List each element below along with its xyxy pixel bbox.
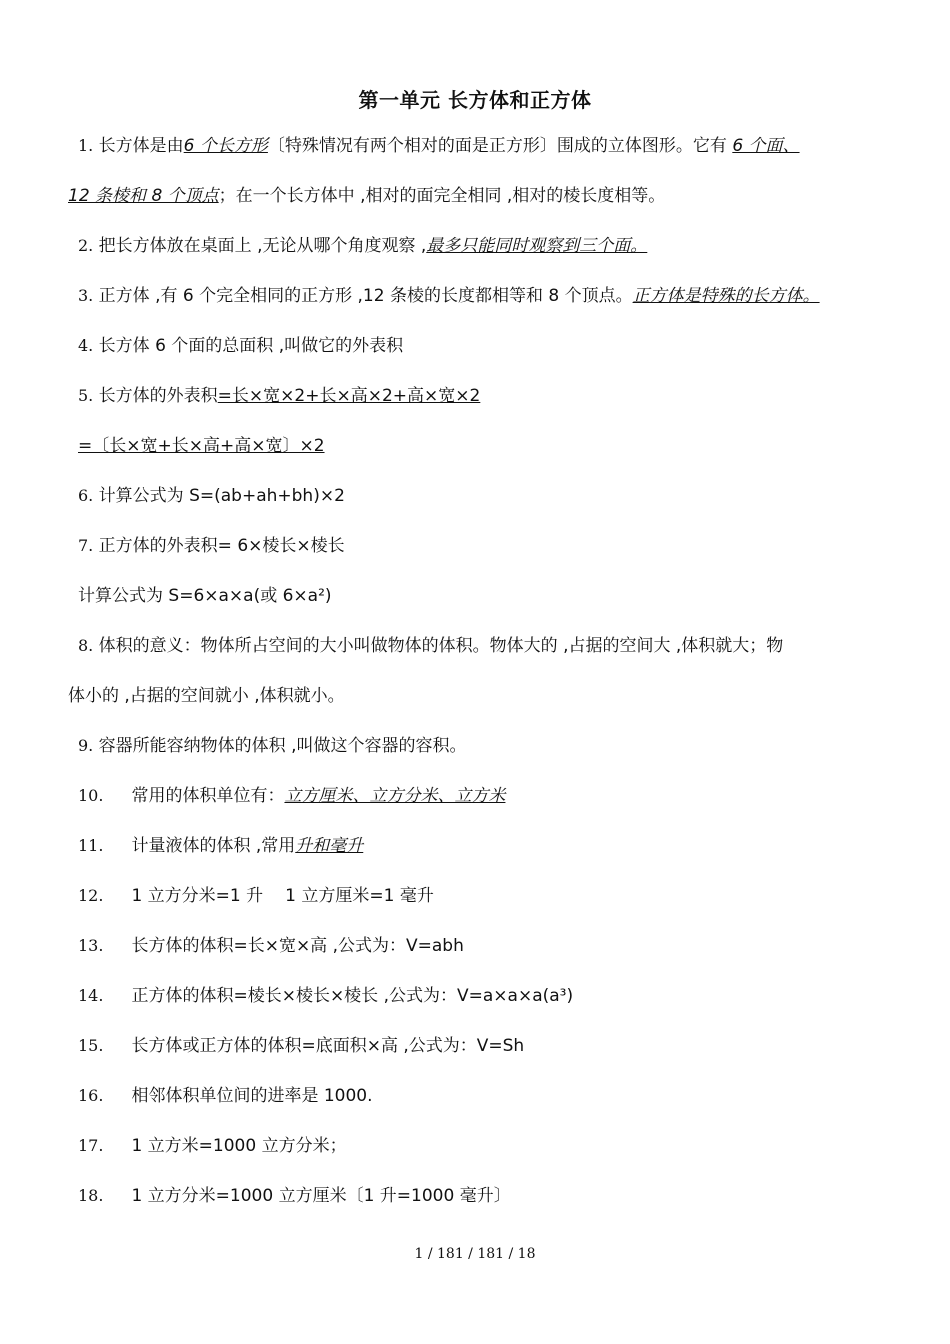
item-text: 体积的意义：物体所占空间的大小叫做物体的体积。物体大的 ,占据的空间大 ,体积就大；物 [98, 636, 784, 656]
item-text: 正方体 ,有 6 个完全相同的正方形 ,12 条棱的长度都相等和 8 个顶点。 [98, 286, 633, 306]
item-text: 计量液体的体积 ,常用 [131, 836, 296, 856]
list-item-7-continued [78, 584, 332, 608]
item-number: 6. [78, 486, 94, 505]
item-emphasis: 12 条棱和 8 个顶点 [68, 186, 219, 206]
item-text: 〔特殊情况有两个相对的面是正方形〕围成的立体图形。它有 [267, 136, 727, 156]
item-text: 长方体 6 个面的总面积 ,叫做它的外表积 [98, 336, 404, 356]
list-item-14 [78, 984, 573, 1008]
list-item-13 [78, 934, 464, 958]
item-text: 1 立方分米=1000 立方厘米〔1 升=1000 毫升〕 [131, 1186, 511, 1206]
item-text: 正方体的体积=棱长×棱长×棱长 ,公式为：V=a×a×a(a³) [131, 986, 574, 1006]
item-number: 13. [78, 936, 104, 955]
item-text: 长方体的体积=长×宽×高 ,公式为：V=abh [131, 936, 464, 956]
item-number: 4. [78, 336, 94, 355]
item-number: 1. [78, 136, 94, 155]
item-number: 11. [78, 836, 104, 855]
item-emphasis: 最多只能同时观察到三个面。 [426, 236, 648, 256]
item-text: 相邻体积单位间的进率是 1000. [131, 1086, 373, 1106]
item-number: 10. [78, 786, 104, 805]
list-item-5 [78, 384, 480, 408]
list-item-5-continued [78, 434, 325, 458]
item-text: 长方体的外表积 [98, 386, 218, 406]
item-text: 计算公式为 S=6×a×a(或 6×a²) [78, 586, 332, 606]
item-text: 长方体或正方体的体积=底面积×高 ,公式为：V=Sh [131, 1036, 525, 1056]
item-number: 18. [78, 1186, 104, 1205]
item-text: 1 立方厘米=1 毫升 [285, 886, 434, 906]
list-item-11 [78, 834, 363, 858]
item-text: 正方体的外表积= 6×棱长×棱长 [98, 536, 345, 556]
list-item-7 [78, 534, 345, 558]
item-text: 常用的体积单位有： [131, 786, 285, 806]
list-item-15 [78, 1034, 524, 1058]
list-item-8-continued [68, 684, 345, 708]
item-text: ；在一个长方体中 ,相对的面完全相同 ,相对的棱长度相等。 [218, 186, 666, 206]
list-item-1-continued [68, 184, 665, 208]
page-footer: 1 / 181 / 181 / 18 [414, 1246, 536, 1262]
list-item-4 [78, 334, 403, 358]
list-item-1 [78, 134, 800, 158]
list-item-3 [78, 284, 820, 308]
item-number: 15. [78, 1036, 104, 1055]
item-number: 8. [78, 636, 94, 655]
item-number: 14. [78, 986, 104, 1005]
item-number: 7. [78, 536, 94, 555]
list-item-18 [78, 1184, 511, 1208]
item-number: 2. [78, 236, 94, 255]
item-number: 17. [78, 1136, 104, 1155]
item-text: 1 立方米=1000 立方分米； [131, 1136, 347, 1156]
item-emphasis: 6 个面、 [732, 136, 800, 156]
list-item-9 [78, 734, 466, 758]
item-emphasis: 立方厘米、立方分米、立方米 [284, 786, 506, 806]
list-item-8 [78, 634, 783, 658]
item-number: 9. [78, 736, 94, 755]
item-emphasis: 升和毫升 [295, 836, 364, 856]
item-text: 容器所能容纳物体的体积 ,叫做这个容器的容积。 [98, 736, 467, 756]
item-number: 16. [78, 1086, 104, 1105]
list-item-6 [78, 484, 345, 508]
item-emphasis: 6 个长方形 [183, 136, 268, 156]
item-formula: =〔长×宽+长×高+高×宽〕×2 [78, 436, 325, 456]
item-formula: =长×宽×2+长×高×2+高×宽×2 [217, 386, 481, 406]
list-item-2 [78, 234, 647, 258]
item-text: 1 立方分米=1 升 [131, 886, 264, 906]
item-number: 12. [78, 886, 104, 905]
list-item-12 [78, 884, 434, 908]
item-number: 3. [78, 286, 94, 305]
item-number: 5. [78, 386, 94, 405]
page-title: 第一单元 长方体和正方体 [358, 88, 592, 112]
item-text: 体小的 ,占据的空间就小 ,体积就小。 [68, 686, 345, 706]
item-text: 把长方体放在桌面上 ,无论从哪个角度观察 , [98, 236, 427, 256]
list-item-10 [78, 784, 505, 808]
item-text: 计算公式为 S=(ab+ah+bh)×2 [98, 486, 345, 506]
list-item-17 [78, 1134, 347, 1158]
list-item-16 [78, 1084, 373, 1108]
item-text: 长方体是由 [98, 136, 184, 156]
item-emphasis: 正方体是特殊的长方体。 [632, 286, 820, 306]
